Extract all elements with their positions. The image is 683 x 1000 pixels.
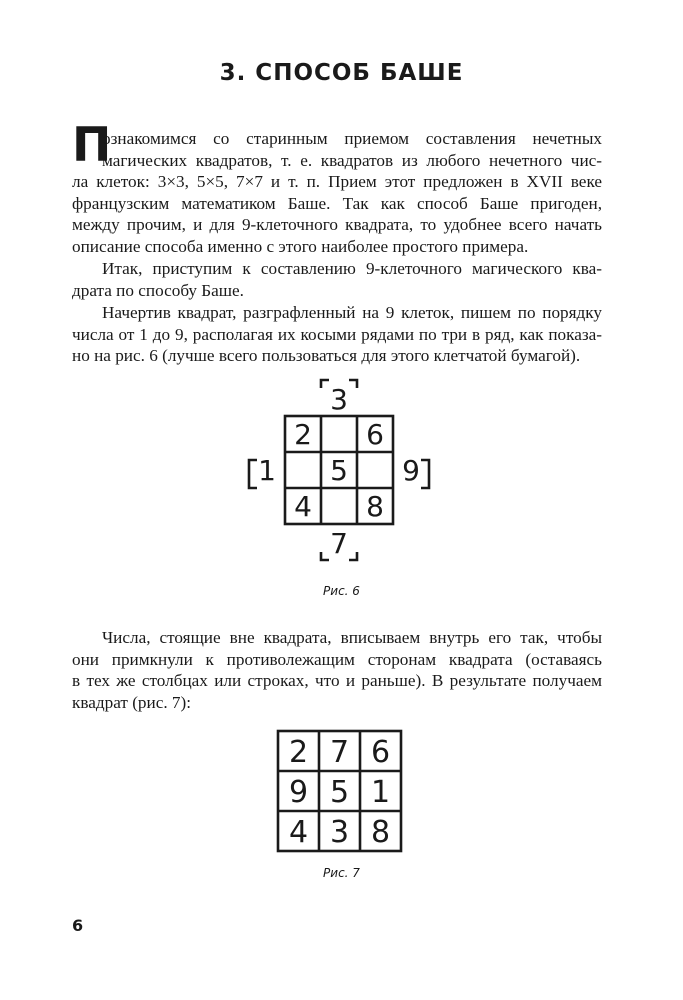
cell-number: 1 <box>370 775 391 810</box>
cell-number: 2 <box>288 735 309 770</box>
paragraph-begin <box>72 258 602 301</box>
cell-number: 7 <box>329 735 350 770</box>
text-line: Итак, приступим к составлению 9-клеточного магического ква- <box>102 259 602 278</box>
outer-number-right: 9 <box>402 454 420 487</box>
cell-number: 5 <box>329 775 350 810</box>
figure-6-diagram <box>240 378 440 568</box>
cell-number: 2 <box>294 418 312 451</box>
paragraph-method <box>72 302 602 367</box>
bracket-right <box>421 460 429 488</box>
text-line: французским математиком Баше. Так как способ Баше пригоден, <box>72 193 602 213</box>
outer-number-bottom: 7 <box>330 527 348 560</box>
section-heading: 3. СПОСОБ БАШЕ <box>219 60 464 86</box>
text-line: квадрат (рис. 7): <box>72 692 192 712</box>
cell-number: 4 <box>294 490 312 523</box>
text-line: магических квадратов, т. е. квадратов из любого нечетного чис- <box>102 150 602 170</box>
cell-number: 4 <box>288 815 309 850</box>
cell-number: 6 <box>366 418 384 451</box>
cell-number: 5 <box>330 454 348 487</box>
figure-7-caption: Рис. 7 <box>323 866 360 880</box>
text-line: ла клеток: 3×3, 5×5, 7×7 и т. п. Прием этот предложен в XVII веке <box>72 172 602 192</box>
text-line: ознакомимся со старинным приемом составления нечетных <box>102 129 602 148</box>
text-line: Числа, стоящие вне квадрата, вписываем внутрь его так, чтобы <box>102 628 602 647</box>
paragraph-result <box>72 627 602 713</box>
paragraph-intro <box>72 118 602 258</box>
outer-number-top: 3 <box>330 383 348 416</box>
page-number: 6 <box>72 916 84 935</box>
text-line: между прочим, и для 9-клеточного квадрата, то удобнее всего начать <box>72 215 602 235</box>
text-line: они примкнули к противолежащим сторонам квадрата (оставаясь <box>72 649 602 669</box>
cell-number: 8 <box>366 490 384 523</box>
cell-number: 8 <box>370 815 391 850</box>
figure-7-magic-square <box>276 729 406 853</box>
outer-number-left: 1 <box>258 454 276 487</box>
figure-6-caption: Рис. 6 <box>323 584 360 598</box>
text-line: Начертив квадрат, разграфленный на 9 клеток, пишем по порядку <box>102 303 602 322</box>
text-line: числа от 1 до 9, располагая их косыми рядами по три в ряд, как показа- <box>72 324 602 344</box>
drop-cap: П <box>72 118 112 173</box>
text-line: описание способа именно с этого наиболее простого примера. <box>72 236 529 256</box>
bracket-left <box>249 460 257 488</box>
text-line: в тех же столбцах или строках, что и раньше). В результате получаем <box>72 671 602 691</box>
cell-number: 9 <box>288 775 309 810</box>
text-line: но на рис. 6 (лучше всего пользоваться для этого клетчатой бумагой). <box>72 346 581 366</box>
cell-number: 3 <box>329 815 350 850</box>
text-line: драта по способу Баше. <box>72 280 244 300</box>
cell-number: 6 <box>370 735 391 770</box>
